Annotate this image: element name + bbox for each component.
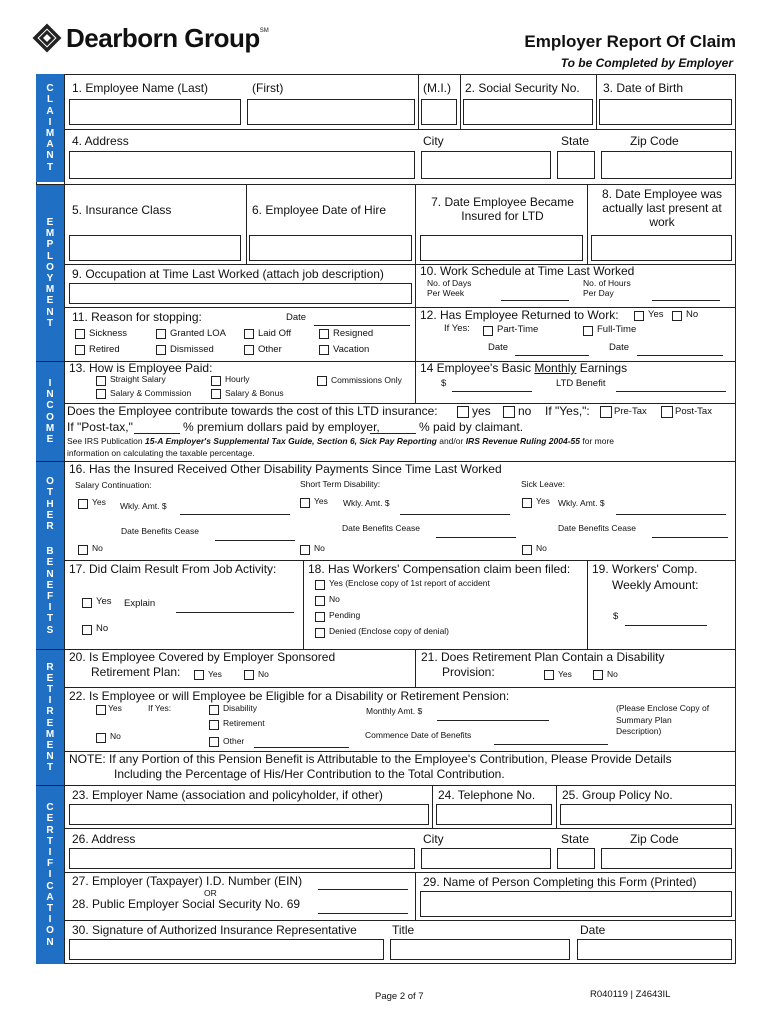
monthly-earnings-label: 14 Employee's Basic Monthly Earnings	[420, 361, 628, 375]
monthly-earnings-input[interactable]	[452, 391, 532, 392]
provision-no-checkbox[interactable]	[593, 670, 603, 680]
std-wkly-input[interactable]	[400, 514, 510, 515]
granted-loa-label: Granted LOA	[170, 328, 226, 339]
pension-other-input[interactable]	[254, 747, 349, 748]
sick-wkly-input[interactable]	[616, 514, 726, 515]
logo-tm: SM	[259, 28, 269, 34]
post-tax-checkbox[interactable]	[661, 406, 673, 418]
commissions-only-checkbox[interactable]	[317, 376, 327, 386]
city-label: City	[423, 134, 444, 148]
std-yes-checkbox[interactable]	[300, 498, 310, 508]
signature-label: 30. Signature of Authorized Insurance Representative	[72, 923, 357, 937]
wc-yes-label: Yes (Enclose copy of 1st report of accident	[329, 578, 490, 588]
logo-text: Dearborn Group	[66, 22, 260, 53]
employer-city-input[interactable]	[421, 848, 551, 869]
section-letter: E	[46, 217, 54, 229]
std-wkly-label: Wkly. Amt. $	[343, 498, 390, 508]
wc-denied-label: Denied (Enclose copy of denial)	[329, 626, 450, 636]
section-letter: I	[48, 695, 52, 707]
part-time-date-input[interactable]	[515, 355, 589, 356]
post-tax-label: Post-Tax	[675, 406, 712, 417]
section-letter: M	[45, 728, 55, 740]
section-letter: T	[46, 487, 54, 499]
std-no-label: No	[314, 543, 325, 553]
section-letter: T	[46, 902, 54, 914]
state-input[interactable]	[557, 151, 595, 179]
form-subtitle: To be Completed by Employer	[560, 56, 733, 70]
std-cease-label: Date Benefits Cease	[342, 523, 420, 533]
salary-bonus-label: Salary & Bonus	[225, 388, 284, 398]
days-per-week-input[interactable]	[501, 300, 569, 301]
section-letter: M	[45, 128, 55, 139]
granted-loa-checkbox[interactable]	[156, 329, 166, 339]
section-letter: O	[46, 261, 54, 273]
section-letter: I	[48, 847, 52, 859]
person-completing-label: 29. Name of Person Completing this Form (Printed)	[423, 875, 697, 889]
laid-off-checkbox[interactable]	[244, 329, 254, 339]
disability-provision-label-2: Provision:	[442, 665, 495, 679]
claimant-pct-label: % paid by claimant.	[419, 420, 524, 434]
section-letter: M	[45, 228, 55, 240]
salary-no-label: No	[92, 543, 103, 553]
section-letter: A	[46, 891, 54, 903]
person-completing-input[interactable]	[420, 891, 732, 917]
section-retirement	[36, 650, 64, 785]
page-number: Page 2 of 7	[375, 991, 424, 1002]
city-input[interactable]	[421, 151, 551, 179]
wc-pending-label: Pending	[329, 610, 361, 620]
retirement-plan-no-checkbox[interactable]	[244, 670, 254, 680]
job-activity-explain-input[interactable]	[176, 612, 294, 613]
reason-stopping-label: 11. Reason for stopping:	[72, 310, 202, 324]
provision-yes-label: Yes	[558, 669, 572, 679]
other-payments-label: 16. Has the Insured Received Other Disability Payments Since Time Last Worked	[69, 462, 502, 476]
dob-input[interactable]	[599, 99, 732, 125]
sick-yes-label: Yes	[536, 496, 550, 506]
enclose-note-3: Description)	[616, 726, 662, 736]
section-letter: E	[46, 433, 54, 445]
last-present-date-label: 8. Date Employee was actually last present at work	[601, 187, 723, 229]
form-code: R040119 | Z4643IL	[590, 989, 671, 1000]
occupation-input[interactable]	[69, 283, 412, 304]
dismissed-checkbox[interactable]	[156, 345, 166, 355]
employer-pct-input[interactable]	[134, 433, 180, 434]
section-letter: I	[48, 914, 52, 926]
retirement-plan-label-2: Retirement Plan:	[91, 665, 181, 679]
hours-per-day-input[interactable]	[652, 300, 720, 301]
section-letter: R	[46, 661, 54, 673]
job-activity-yes-checkbox[interactable]	[82, 598, 92, 608]
section-letter: F	[46, 590, 54, 602]
pension-disability-checkbox[interactable]	[209, 705, 219, 715]
job-activity-yes-label: Yes	[96, 596, 112, 607]
section-letter: C	[46, 400, 54, 412]
employee-first-name-input[interactable]	[247, 99, 415, 125]
returned-if-yes-label: If Yes:	[444, 323, 470, 334]
section-letter: T	[46, 161, 54, 173]
section-letter: R	[46, 824, 54, 836]
section-letter: T	[46, 683, 54, 695]
section-letter: C	[46, 880, 54, 892]
reason-date-input[interactable]	[314, 325, 410, 326]
full-time-label: Full-Time	[597, 324, 637, 335]
sick-cease-label: Date Benefits Cease	[558, 523, 636, 533]
enclose-note-2: Summary Plan	[616, 715, 672, 725]
wc-weekly-input[interactable]	[625, 625, 707, 626]
provision-yes-checkbox[interactable]	[544, 670, 554, 680]
section-letter: N	[46, 751, 54, 763]
state-label: State	[561, 134, 590, 148]
or-label: OR	[204, 888, 217, 898]
pension-commence-label: Commence Date of Benefits	[365, 730, 472, 740]
pension-no-checkbox[interactable]	[96, 733, 106, 743]
post-tax-if-label: If "Post-tax,"	[67, 420, 133, 434]
workers-comp-filed-label: 18. Has Workers' Compensation claim been filed:	[308, 562, 571, 576]
provision-no-label: No	[607, 669, 618, 679]
sick-no-label: No	[536, 543, 547, 553]
pension-retirement-checkbox[interactable]	[209, 720, 219, 730]
pension-monthly-input[interactable]	[437, 720, 549, 721]
employee-last-name-input[interactable]	[69, 99, 241, 125]
work-schedule-label: 10. Work Schedule at Time Last Worked	[420, 264, 635, 278]
job-activity-label: 17. Did Claim Result From Job Activity:	[69, 562, 277, 576]
employee-mi-input[interactable]	[421, 99, 457, 125]
section-letter: I	[48, 869, 52, 881]
signature-title-input[interactable]	[390, 939, 570, 960]
laid-off-label: Laid Off	[258, 328, 292, 339]
public-employer-ssn-input[interactable]	[318, 913, 408, 914]
salary-no-checkbox[interactable]	[78, 545, 88, 555]
full-time-checkbox[interactable]	[583, 326, 593, 336]
retirement-plan-no-label: No	[258, 669, 269, 679]
employer-pct-label: % premium dollars paid by employer,	[183, 420, 380, 434]
contribution-question: Does the Employee contribute towards the cost of this LTD insurance:	[67, 404, 438, 418]
contribution-if-yes-label: If "Yes,":	[545, 404, 590, 418]
hourly-checkbox[interactable]	[211, 376, 221, 386]
vacation-checkbox[interactable]	[319, 345, 329, 355]
hourly-label: Hourly	[225, 374, 250, 384]
ein-input[interactable]	[318, 889, 408, 890]
section-letter: L	[46, 94, 54, 106]
section-letter: E	[46, 672, 54, 684]
sick-leave-label: Sick Leave:	[521, 479, 565, 489]
pension-disability-label: Disability	[223, 703, 258, 713]
section-income	[36, 362, 64, 461]
section-letter: E	[46, 739, 54, 751]
retirement-plan-yes-checkbox[interactable]	[194, 670, 204, 680]
section-letter: E	[46, 813, 54, 825]
section-letter: N	[46, 389, 54, 401]
section-letter: A	[46, 139, 54, 151]
wc-dollar-label: $	[613, 611, 619, 622]
job-activity-explain-label: Explain	[124, 598, 156, 609]
zip-label: Zip Code	[630, 134, 679, 148]
insurance-class-label: 5. Insurance Class	[72, 203, 172, 217]
pension-other-label: Other	[223, 736, 245, 746]
short-term-disability-label: Short Term Disability:	[300, 479, 381, 489]
address-input[interactable]	[69, 151, 415, 179]
wc-no-checkbox[interactable]	[315, 596, 325, 606]
signature-date-label: Date	[580, 923, 606, 937]
section-letter: F	[46, 858, 54, 870]
ltd-benefit-input[interactable]	[616, 391, 726, 392]
employer-address-label: 26. Address	[72, 832, 136, 846]
section-letter: E	[46, 509, 54, 521]
group-policy-input[interactable]	[560, 804, 732, 825]
salary-continuation-label: Salary Continuation:	[75, 480, 152, 490]
section-letter: E	[46, 579, 54, 591]
section-letter: H	[46, 498, 54, 510]
section-letter: I	[48, 602, 52, 614]
date-of-hire-label: 6. Employee Date of Hire	[252, 203, 387, 217]
section-letter: P	[46, 239, 54, 251]
section-letter: I	[48, 116, 52, 128]
irs-note: See IRS Publication 15-A Employer's Supplemental Tax Guide, Section 6, Sick Pay Reporting and/or IRS Revenue Ruling 2004-55 for more	[67, 436, 615, 446]
part-time-date-label: Date	[488, 342, 509, 353]
wc-no-label: No	[329, 594, 340, 604]
resigned-checkbox[interactable]	[319, 329, 329, 339]
returned-no-checkbox[interactable]	[672, 311, 682, 321]
per-week-label: Per Week	[427, 288, 465, 298]
ltd-insured-date-label: 7. Date Employee Became Insured for LTD	[431, 195, 574, 223]
salary-yes-label: Yes	[92, 497, 106, 507]
section-letter: L	[46, 250, 54, 262]
wc-denied-checkbox[interactable]	[315, 628, 325, 638]
sick-wkly-label: Wkly. Amt. $	[558, 498, 605, 508]
std-yes-label: Yes	[314, 496, 328, 506]
disability-provision-label: 21. Does Retirement Plan Contain a Disability	[421, 650, 665, 664]
pension-retirement-label: Retirement	[223, 718, 265, 728]
pension-if-yes-label: If Yes:	[148, 703, 172, 713]
section-claimant	[36, 74, 64, 182]
section-letter: C	[46, 802, 54, 814]
how-paid-label: 13. How is Employee Paid:	[69, 361, 213, 375]
pre-tax-label: Pre-Tax	[614, 406, 647, 417]
std-no-checkbox[interactable]	[300, 545, 310, 555]
section-letter: B	[46, 546, 54, 558]
employer-state-label: State	[561, 832, 590, 846]
claimant-pct-input[interactable]	[370, 433, 416, 434]
public-employer-ssn-label: 28. Public Employer Social Security No. 69	[72, 897, 301, 911]
pension-note-2: Including the Percentage of His/Her Contribution to the Total Contribution.	[114, 767, 505, 781]
employer-city-label: City	[423, 832, 444, 846]
full-time-date-input[interactable]	[637, 355, 723, 356]
section-letter: N	[46, 568, 54, 580]
zip-input[interactable]	[601, 151, 732, 179]
section-letter: T	[46, 613, 54, 625]
section-certification	[36, 786, 64, 964]
employee-last-name-label: 1. Employee Name (Last)	[72, 81, 209, 95]
hours-label: No. of Hours	[583, 278, 631, 288]
contribution-yes-label: yes	[472, 404, 491, 418]
retirement-plan-label: 20. Is Employee Covered by Employer Sponsored	[69, 650, 336, 664]
pension-yes-label: Yes	[108, 703, 122, 713]
returned-yes-checkbox[interactable]	[634, 311, 644, 321]
section-letter: A	[46, 105, 54, 117]
employer-name-label: 23. Employer Name (association and policyholder, if other)	[72, 788, 383, 802]
contribution-yes-checkbox[interactable]	[457, 406, 469, 418]
retired-label: Retired	[89, 344, 120, 355]
pension-note-1: NOTE: If any Portion of this Pension Benefit is Attributable to the Employee's Contribution, Please Provide Details	[69, 752, 672, 766]
enclose-note-1: (Please Enclose Copy of	[616, 703, 710, 713]
ltd-benefit-label: LTD Benefit	[556, 378, 606, 389]
resigned-label: Resigned	[333, 328, 374, 339]
section-letter: S	[46, 624, 54, 636]
pre-tax-checkbox[interactable]	[600, 406, 612, 418]
contribution-no-label: no	[518, 404, 532, 418]
ssn-input[interactable]	[463, 99, 593, 125]
section-letter: O	[46, 411, 54, 423]
section-letter: M	[45, 284, 55, 296]
returned-no-label: No	[686, 309, 699, 320]
earnings-dollar-label: $	[441, 378, 447, 389]
sick-no-checkbox[interactable]	[522, 545, 532, 555]
section-letter: E	[46, 557, 54, 569]
ssn-label: 2. Social Security No.	[465, 81, 580, 95]
section-letter: T	[46, 317, 54, 329]
job-activity-no-checkbox[interactable]	[82, 625, 92, 635]
section-letter: C	[46, 83, 54, 95]
pension-yes-checkbox[interactable]	[96, 705, 106, 715]
employer-state-input[interactable]	[557, 848, 595, 869]
employee-mi-label: (M.I.)	[423, 81, 451, 95]
wc-weekly-label: 19. Workers' Comp.	[592, 562, 698, 576]
section-letter: M	[45, 422, 55, 434]
irs-note-2: information on calculating the taxable percentage.	[67, 448, 255, 458]
section-other-benefits	[36, 462, 64, 650]
telephone-input[interactable]	[436, 804, 552, 825]
signature-date-input[interactable]	[577, 939, 732, 960]
retired-checkbox[interactable]	[75, 345, 85, 355]
section-employment	[36, 185, 64, 361]
per-day-label: Per Day	[583, 288, 614, 298]
salary-yes-checkbox[interactable]	[78, 499, 88, 509]
part-time-label: Part-Time	[497, 324, 539, 335]
contribution-no-checkbox[interactable]	[503, 406, 515, 418]
ein-label: 27. Employer (Taxpayer) I.D. Number (EIN)	[72, 874, 303, 888]
commissions-only-label: Commissions Only	[331, 375, 402, 385]
insurance-class-input[interactable]	[69, 235, 241, 261]
ltd-insured-date-input[interactable]	[420, 235, 583, 261]
employer-zip-label: Zip Code	[630, 832, 679, 846]
sickness-label: Sickness	[89, 328, 128, 339]
other-reason-checkbox[interactable]	[244, 345, 254, 355]
pension-no-label: No	[110, 731, 121, 741]
salary-wkly-input[interactable]	[180, 514, 290, 515]
salary-commission-checkbox[interactable]	[96, 389, 106, 399]
last-present-date-input[interactable]	[591, 235, 732, 261]
full-time-date-label: Date	[609, 342, 630, 353]
section-letter: N	[46, 936, 54, 948]
telephone-label: 24. Telephone No.	[438, 788, 536, 802]
section-letter: Y	[46, 273, 54, 284]
vacation-label: Vacation	[333, 344, 370, 355]
section-letter: T	[46, 762, 54, 774]
sick-yes-checkbox[interactable]	[522, 498, 532, 508]
signature-input[interactable]	[69, 939, 384, 960]
occupation-label: 9. Occupation at Time Last Worked (attach job description)	[72, 267, 384, 281]
employee-first-name-label: (First)	[252, 81, 284, 95]
employer-address-input[interactable]	[69, 848, 415, 869]
wc-yes-checkbox[interactable]	[315, 580, 325, 590]
returned-yes-label: Yes	[648, 309, 664, 320]
wc-weekly-label-2: Weekly Amount:	[612, 578, 699, 592]
sickness-checkbox[interactable]	[75, 329, 85, 339]
job-activity-no-label: No	[96, 623, 109, 634]
salary-wkly-label: Wkly. Amt. $	[120, 501, 167, 511]
section-letter: O	[46, 476, 54, 488]
returned-to-work-label: 12. Has Employee Returned to Work:	[420, 308, 619, 322]
pension-monthly-label: Monthly Amt. $	[366, 706, 423, 716]
pension-commence-input[interactable]	[494, 744, 608, 745]
employer-name-input[interactable]	[69, 804, 429, 825]
reason-date-label: Date	[286, 312, 307, 323]
straight-salary-checkbox[interactable]	[96, 376, 106, 386]
dob-label: 3. Date of Birth	[603, 81, 684, 95]
days-label: No. of Days	[427, 278, 472, 288]
std-cease-input[interactable]	[436, 537, 516, 538]
section-letter: I	[48, 377, 52, 389]
signature-title-label: Title	[392, 923, 415, 937]
section-letter: N	[46, 150, 54, 162]
logo	[32, 22, 269, 54]
section-letter: R	[46, 706, 54, 718]
salary-cease-label: Date Benefits Cease	[121, 526, 199, 536]
dismissed-label: Dismissed	[170, 344, 214, 355]
section-letter: O	[46, 925, 54, 937]
salary-commission-label: Salary & Commission	[110, 388, 192, 398]
employer-zip-input[interactable]	[601, 848, 732, 869]
sick-cease-input[interactable]	[652, 537, 728, 538]
section-letter: N	[46, 306, 54, 318]
wc-pending-checkbox[interactable]	[315, 612, 325, 622]
address-label: 4. Address	[72, 134, 129, 148]
form-title: Employer Report Of Claim	[524, 32, 736, 51]
dearborn-logo-icon	[32, 23, 62, 53]
salary-bonus-checkbox[interactable]	[211, 389, 221, 399]
pension-other-checkbox[interactable]	[209, 737, 219, 747]
group-policy-label: 25. Group Policy No.	[562, 788, 673, 802]
section-letter: E	[46, 295, 54, 307]
pension-eligible-label: 22. Is Employee or will Employee be Eligible for a Disability or Retirement Pension:	[69, 689, 510, 703]
straight-salary-label: Straight Salary	[110, 374, 166, 384]
retirement-plan-yes-label: Yes	[208, 669, 222, 679]
section-letter: E	[46, 717, 54, 729]
date-of-hire-input[interactable]	[249, 235, 412, 261]
other-reason-label: Other	[258, 344, 282, 355]
section-letter: R	[46, 521, 54, 533]
part-time-checkbox[interactable]	[483, 326, 493, 336]
section-letter: T	[46, 835, 54, 847]
salary-cease-input[interactable]	[215, 540, 295, 541]
